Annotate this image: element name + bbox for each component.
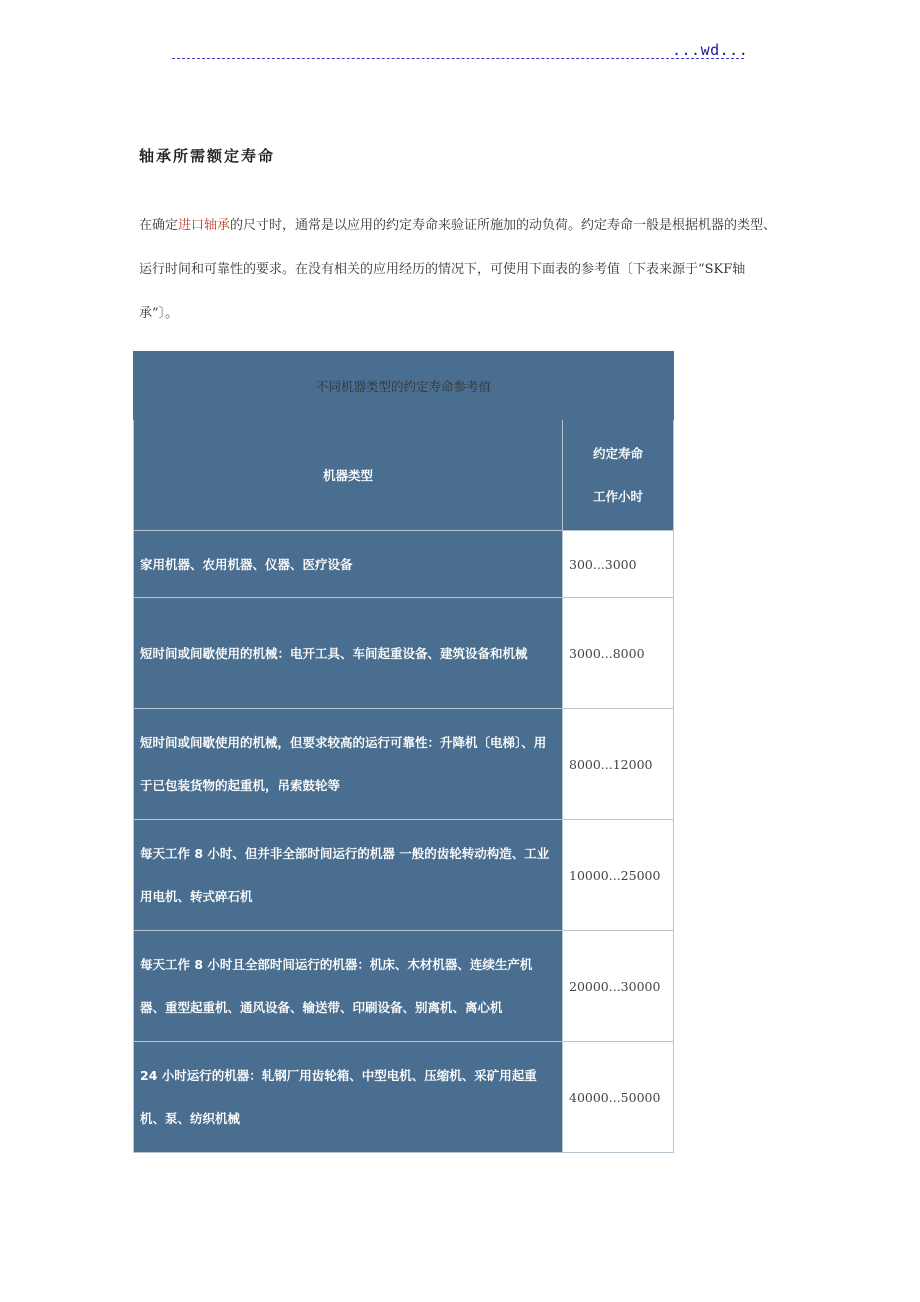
machine-type-cell: 每天工作 8 小时、但并非全部时间运行的机器 一般的齿轮转动构造、工业用电机、转式碎石机 [134, 820, 563, 931]
column-header-machine-type: 机器类型 [134, 420, 563, 531]
machine-type-cell: 24 小时运行的机器：轧钢厂用齿轮箱、中型电机、压缩机、采矿用起重机、泵、纺织机械 [134, 1042, 563, 1153]
table-row [134, 931, 674, 1042]
rated-life-table [133, 351, 674, 1153]
rated-life-cell: 3000...8000 [563, 598, 674, 709]
machine-type-cell: 短时间或间歇使用的机械：电开工具、车间起重设备、建筑设备和机械 [134, 598, 563, 709]
rated-life-cell: 40000...50000 [563, 1042, 674, 1153]
machine-type-cell: 每天工作 8 小时且全部时间运行的机器：机床、木材机器、连续生产机器、重型起重机、通风设备、输送带、印刷设备、别离机、离心机 [134, 931, 563, 1042]
table-row [134, 709, 674, 820]
rated-life-header-line1: 约定寿命 [593, 446, 644, 461]
table-row [134, 820, 674, 931]
page-header-mark: ...wd... [672, 41, 749, 59]
rated-life-cell: 20000...30000 [563, 931, 674, 1042]
table-row [134, 531, 674, 598]
rated-life-cell: 300...3000 [563, 531, 674, 598]
table-row [134, 1042, 674, 1153]
header-divider [172, 58, 744, 59]
bearing-link[interactable]: 进口轴承 [178, 218, 231, 233]
machine-type-cell: 短时间或间歇使用的机械，但要求较高的运行可靠性：升降机〔电梯〕、用于已包装货物的起重机，吊索鼓轮等 [134, 709, 563, 820]
rated-life-header-line2: 工作小时 [593, 489, 644, 504]
table-row [134, 598, 674, 709]
rated-life-cell: 8000...12000 [563, 709, 674, 820]
column-header-rated-life [563, 420, 674, 531]
page-title: 轴承所需额定寿命 [139, 147, 276, 165]
intro-text-before: 在确定 [139, 218, 179, 233]
table-caption: 不同机器类型的约定寿命参考值 [134, 352, 674, 420]
machine-type-cell: 家用机器、农用机器、仪器、医疗设备 [134, 531, 563, 598]
intro-text-after: 的尺寸时，通常是以应用的约定寿命来验证所施加的动负荷。约定寿命一般是根据机器的类型、运行时间和可靠性的要求。在没有相关的应用经历的情况下，可使用下面表的参考值〔下表来源于“SKF轴承”〕。 [139, 218, 777, 321]
intro-paragraph [139, 204, 784, 336]
rated-life-cell: 10000...25000 [563, 820, 674, 931]
